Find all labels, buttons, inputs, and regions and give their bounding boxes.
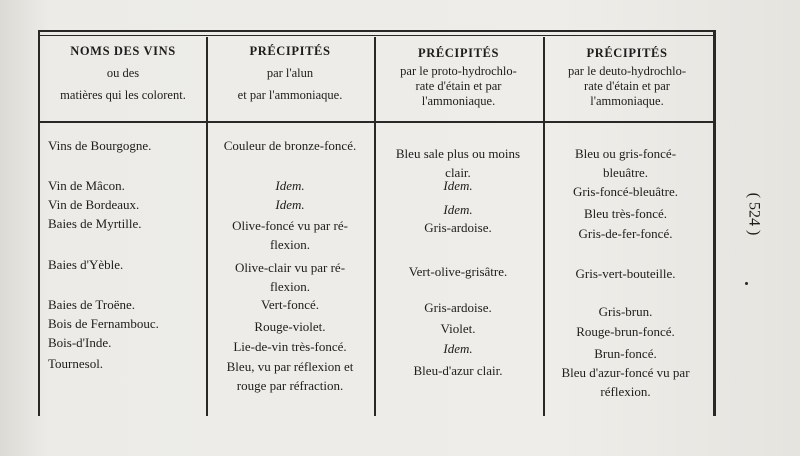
cell-line: Bleu-d'azur clair. [413, 363, 503, 378]
page-number: ( 524 ) [745, 192, 763, 236]
header-subtitle: par le deuto-hydrochlo- [567, 64, 686, 78]
proto-result [374, 298, 542, 317]
cell-line: Bleu très-foncé. [583, 206, 668, 221]
cell-line: Olive-foncé vu par ré- [232, 218, 348, 233]
alun-result [206, 317, 374, 336]
cell-line: Gris-ardoise. [424, 220, 492, 235]
cell-line: Brun-foncé. [594, 346, 657, 361]
header-deuto [543, 42, 711, 109]
cell-line: Bleu d'azur-foncé vu par [561, 365, 690, 380]
header-proto [374, 42, 543, 109]
cell-line: Gris-de-fer-foncé. [578, 226, 673, 241]
cell-line: Idem. [275, 178, 305, 193]
header-subtitle: et par l'ammoniaque. [237, 88, 343, 102]
header-subtitle: par le proto-hydrochlo- [400, 64, 517, 78]
wine-name: Vins de Bourgogne. [48, 138, 152, 153]
header-subtitle: matières qui les colorent. [60, 88, 186, 102]
cell-line: Bleu ou gris-foncé- [574, 146, 677, 161]
table-frame [38, 30, 716, 416]
header-subtitle: rate d'étain et par [415, 79, 502, 93]
cell-line: Lie-de-vin très-foncé. [233, 339, 347, 354]
wine-name: Baies de Troëne. [48, 297, 136, 312]
header-alun [206, 40, 374, 106]
deuto-result [543, 224, 708, 243]
cell-line: Couleur de bronze-foncé. [223, 138, 357, 153]
margin-dot [745, 282, 748, 285]
cell-line: Bleu, vu par réflexion et [226, 359, 354, 374]
alun-result [206, 136, 374, 155]
alun-result [206, 357, 374, 395]
header-wine-names [40, 40, 206, 106]
cell-line: réflexion. [600, 384, 651, 399]
cell-line: Violet. [440, 321, 476, 336]
cell-line: Olive-clair vu par ré- [234, 260, 346, 275]
alun-result [206, 176, 374, 195]
deuto-result [543, 264, 708, 283]
header-title: NOMS DES VINS [70, 44, 176, 58]
proto-result [374, 176, 542, 195]
header-title: PRÉCIPITÉS [249, 44, 331, 58]
cell-line: bleuâtre. [602, 165, 649, 180]
header-subtitle: ou des [106, 66, 140, 80]
header-subtitle: l'ammoniaque. [421, 94, 496, 108]
cell-line: Idem. [443, 202, 473, 217]
alun-result [206, 337, 374, 356]
deuto-result [543, 322, 708, 341]
proto-result [374, 262, 542, 281]
wine-name: Bois-d'Inde. [48, 335, 112, 350]
wine-name: Vin de Mâcon. [48, 178, 125, 193]
alun-result [206, 216, 374, 254]
header-subtitle: l'ammoniaque. [590, 94, 664, 108]
deuto-result [543, 344, 708, 363]
deuto-result [543, 363, 708, 401]
header-subtitle: rate d'étain et par [584, 79, 670, 93]
cell-line: flexion. [269, 237, 311, 252]
cell-line: rouge par réfraction. [236, 378, 344, 393]
header-title: PRÉCIPITÉS [417, 46, 500, 60]
proto-result [374, 361, 542, 380]
cell-line: Gris-ardoise. [424, 300, 492, 315]
cell-line: Vert-olive-grisâtre. [408, 264, 508, 279]
deuto-result [543, 182, 708, 201]
cell-line: Bleu sale plus ou moins [395, 146, 521, 161]
header-rule [40, 121, 713, 123]
wine-name: Baies de Myrtille. [48, 216, 142, 231]
deuto-result [543, 302, 708, 321]
cell-line: Gris-brun. [598, 304, 653, 319]
cell-line: Idem. [275, 197, 305, 212]
proto-result [374, 339, 542, 358]
cell-line: Rouge-brun-foncé. [576, 324, 675, 339]
cell-line: Vert-foncé. [260, 297, 320, 312]
proto-result [374, 319, 542, 338]
cell-line: Idem. [443, 178, 473, 193]
proto-result [374, 200, 542, 219]
proto-result [374, 218, 542, 237]
alun-result [206, 295, 374, 314]
wine-name: Baies d'Yèble. [48, 257, 124, 272]
deuto-result [543, 204, 708, 223]
header-title: PRÉCIPITÉS [586, 46, 668, 60]
deuto-result [543, 144, 708, 182]
wine-name: Bois de Fernambouc. [48, 316, 159, 331]
cell-line: flexion. [269, 279, 311, 294]
header-subtitle: par l'alun [266, 66, 314, 80]
cell-line: clair. [445, 165, 471, 180]
alun-result [206, 195, 374, 214]
cell-line: Rouge-violet. [254, 319, 326, 334]
wine-name: Vin de Bordeaux. [48, 197, 140, 212]
alun-result [206, 258, 374, 296]
cell-line: Gris-foncé-bleuâtre. [572, 184, 679, 199]
cell-line: Gris-vert-bouteille. [575, 266, 676, 281]
cell-line: Idem. [443, 341, 473, 356]
wine-name: Tournesol. [48, 356, 104, 371]
